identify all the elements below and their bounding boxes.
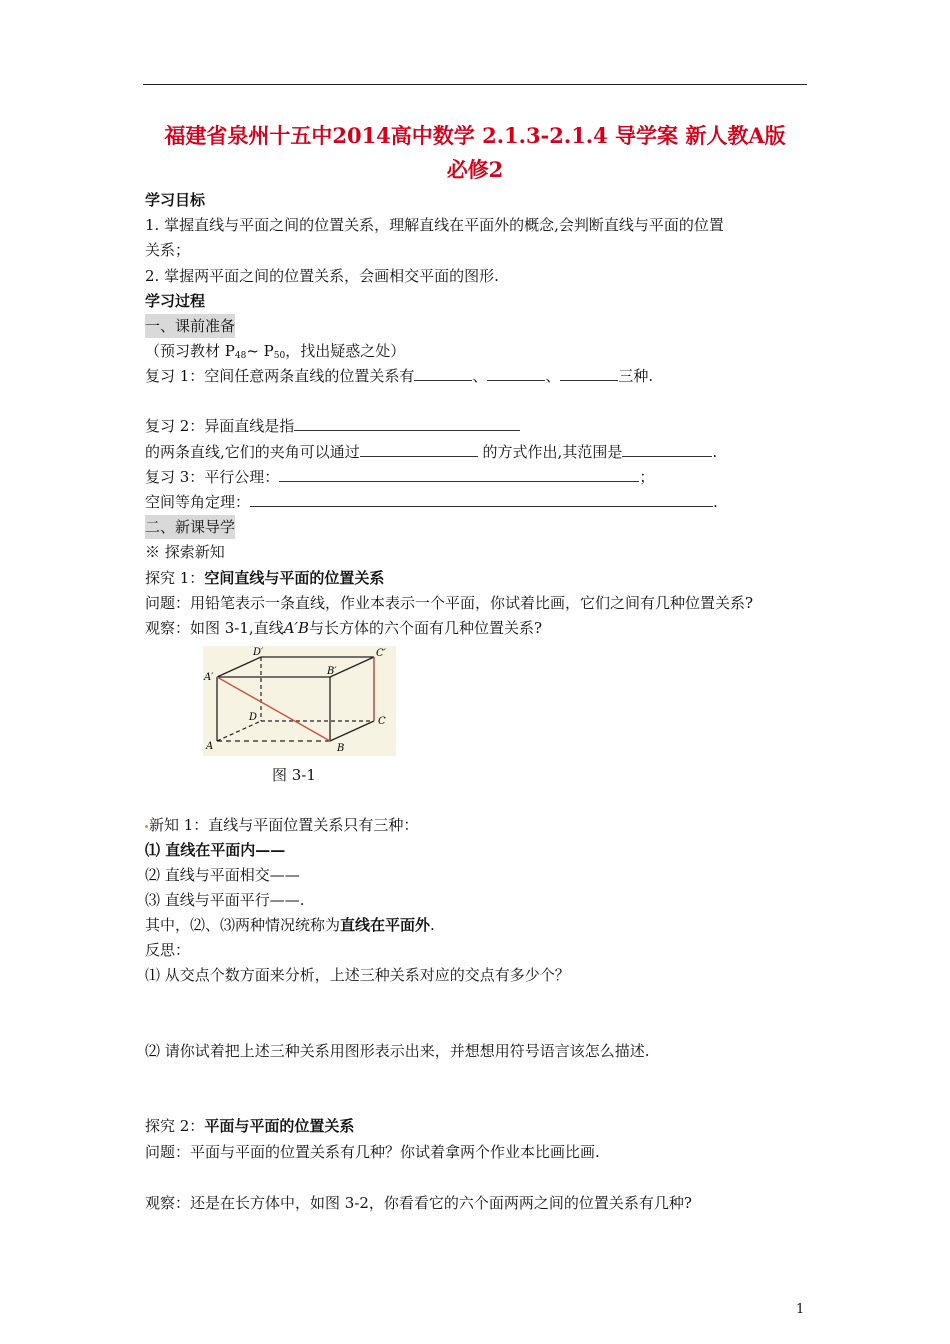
observe-1: [145, 616, 542, 640]
review-1: [145, 364, 653, 388]
review-2b: [145, 440, 717, 464]
goal-2: 2. 掌握两平面之间的位置关系，会画相交平面的图形.: [145, 267, 499, 285]
review2-blank-2[interactable]: [360, 440, 478, 457]
preview-post: ，找出疑惑之处）: [285, 342, 406, 360]
cuboid-diagram: [203, 646, 396, 756]
review2-blank-1[interactable]: [294, 414, 520, 431]
process-heading: 学习过程: [145, 292, 206, 310]
label-c: C: [378, 716, 386, 727]
edge-a1d1: [217, 657, 261, 677]
review1-pre: 复习 1：空间任意两条直线的位置关系有: [145, 367, 415, 385]
obs1-pre: 观察：如图 3-1,直线: [145, 619, 284, 637]
explore-2: [145, 1114, 354, 1138]
cuboid-figure: [203, 646, 396, 756]
label-c1: C′: [376, 648, 386, 659]
review3-post: ；: [639, 468, 655, 486]
case-2: ⑵ 直线与平面相交——: [145, 866, 300, 884]
figure-caption: 图 3-1: [272, 766, 316, 784]
header-rule: [143, 84, 807, 85]
label-b1: B′: [327, 666, 337, 677]
review2b-pre: 的两条直线,它们的夹角可以通过: [145, 443, 360, 461]
explore-heading: ※ 探索新知: [145, 543, 225, 561]
edge-bc: [330, 721, 374, 741]
new-lesson-heading: 二、新课导学: [145, 515, 235, 539]
label-d: D: [249, 712, 258, 723]
document-title-line1: 福建省泉州十五中2014高中数学 2.1.3-2.1.4 导学案 新人教A版: [164, 123, 786, 148]
goal-1b: 关系；: [145, 241, 191, 259]
explore2-topic: 平面与平面的位置关系: [204, 1117, 355, 1135]
obs1-post: 与长方体的六个面有几种位置关系?: [308, 619, 543, 637]
summary-post: .: [430, 916, 435, 934]
summary-line: [145, 913, 435, 937]
theorem-line: [145, 490, 718, 514]
review1-blank-1[interactable]: [414, 364, 472, 381]
theorem-pre: 空间等角定理：: [145, 493, 251, 511]
label-d1: D′: [253, 647, 264, 658]
marker-dot: [145, 825, 148, 828]
goal-1a: 1. 掌握直线与平面之间的位置关系，理解直线在平面外的概念,会判断直线与平面的位置: [145, 216, 724, 234]
case-3: ⑶ 直线与平面平行——.: [145, 891, 305, 909]
review2b-mid: 的方式作出,其范围是: [477, 443, 623, 461]
prep-heading: 一、课前准备: [145, 314, 235, 338]
preview-page2: 50: [273, 351, 286, 361]
preview-mid: ~ P: [246, 342, 274, 360]
review2-blank-3[interactable]: [622, 440, 712, 457]
edge-ad: [217, 721, 261, 741]
reflect-heading: 反思：: [145, 941, 191, 959]
review-2: [145, 414, 520, 438]
obs1-line-name: A′B: [283, 619, 309, 637]
review1-blank-3[interactable]: [560, 364, 618, 381]
theorem-post: .: [713, 493, 718, 511]
review1-post: 三种.: [618, 367, 654, 385]
question-2: 问题：平面与平面的位置关系有几种？你试着拿两个作业本比画比画.: [145, 1143, 600, 1161]
label-a: A: [206, 741, 214, 752]
summary-pre: 其中，⑵、⑶两种情况统称为: [145, 916, 341, 934]
review1-sep2: 、: [545, 367, 561, 385]
review1-blank-2[interactable]: [487, 364, 545, 381]
explore-1: [145, 566, 384, 590]
explore1-topic: 空间直线与平面的位置关系: [204, 569, 385, 587]
page-number: 1: [796, 1302, 805, 1317]
review3-blank[interactable]: [279, 465, 639, 482]
reflect-2: ⑵ 请你试着把上述三种关系用图形表示出来，并想想用符号语言该怎么描述.: [145, 1042, 650, 1060]
preview-page1: 48: [234, 351, 247, 361]
document-title-line2: 必修2: [446, 157, 504, 182]
explore1-pre: 探究 1：: [145, 569, 205, 587]
new1-text: 新知 1：直线与平面位置关系只有三种：: [149, 816, 419, 834]
line-a1b: [217, 677, 330, 741]
review-3: [145, 465, 654, 489]
summary-term: 直线在平面外: [340, 916, 431, 934]
explore2-pre: 探究 2：: [145, 1117, 205, 1135]
new-knowledge-1: [145, 813, 418, 837]
goals-heading: 学习目标: [145, 191, 206, 209]
review1-sep1: 、: [472, 367, 488, 385]
case-1: ⑴ 直线在平面内——: [145, 841, 286, 859]
theorem-blank[interactable]: [250, 490, 713, 507]
review2-pre: 复习 2：异面直线是指: [145, 417, 295, 435]
reflect-1: ⑴ 从交点个数方面来分析，上述三种关系对应的交点有多少个？: [145, 966, 570, 984]
preview-pre: （预习教材 P: [145, 342, 235, 360]
review3-pre: 复习 3：平行公理：: [145, 468, 280, 486]
label-a1: A′: [204, 672, 214, 683]
observe-2: 观察：还是在长方体中，如图 3-2，你看看它的六个面两两之间的位置关系有几种?: [145, 1194, 692, 1212]
question-1: 问题：用铅笔表示一条直线，作业本表示一个平面，你试着比画，它们之间有几种位置关系?: [145, 594, 754, 612]
review2b-post: .: [712, 443, 718, 461]
label-b: B: [337, 743, 345, 754]
